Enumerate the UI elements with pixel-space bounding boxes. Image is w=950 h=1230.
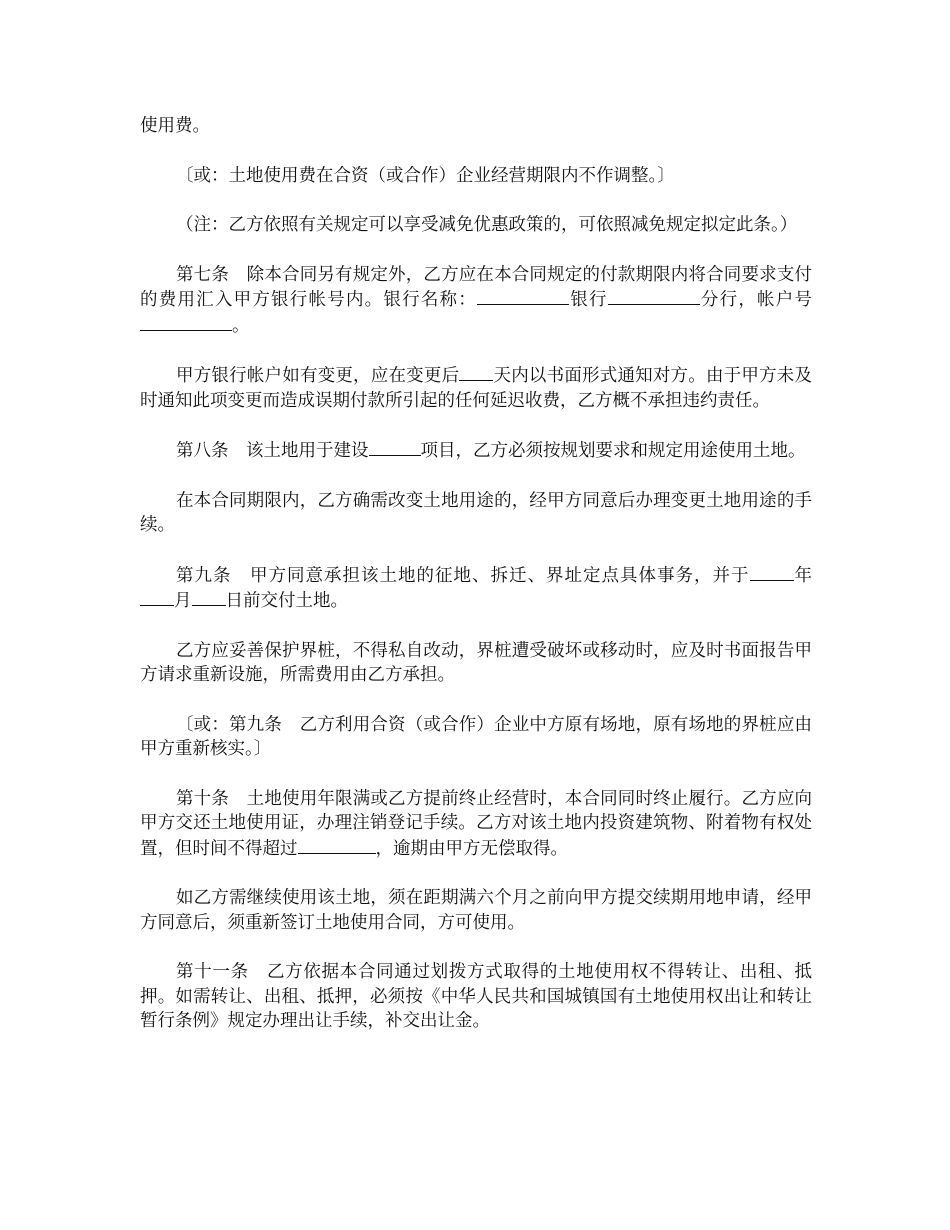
article-10-text-1: 第十条 土地使用年限满或乙方提前终止经营时，本合同同时终止履行。乙方应向甲方交还土地使用证，办理注销登记手续。乙方对该土地内投资建筑物、附着物有权处置，但时间不得超过: [140, 788, 812, 859]
article-10-text-2: ，逾期由甲方无偿取得。: [375, 838, 568, 859]
document-body: [140, 114, 812, 1059]
bank-name-blank: [477, 287, 569, 305]
article-8: [140, 438, 812, 464]
day-blank: [192, 588, 226, 606]
month-blank: [140, 588, 174, 606]
account-number-blank: [140, 313, 232, 331]
paragraph-boundary-markers: 乙方应妥善保护界桩，不得私自改动，界桩遭受破坏或移动时，应及时书面报告甲方请求重新设施，所需费用由乙方承担。: [140, 640, 812, 685]
paragraph-bank-change: [140, 363, 812, 413]
article-8-text-2: 项目，乙方必须按规划要求和规定用途使用土地。: [420, 441, 806, 461]
article-7-text-4: 。: [232, 315, 250, 336]
article-7-text-3: 分行，帐户号: [699, 290, 813, 310]
article-9-text-4: 日前交付土地。: [225, 591, 348, 611]
article-8-text-1: 第八条 该土地用于建设: [176, 441, 369, 461]
article-7-text-2: 银行: [569, 290, 608, 310]
article-11: 第十一条 乙方依据本合同通过划拨方式取得的土地使用权不得转让、出租、抵押。如需转让、出租、抵押，必须按《中华人民共和国城镇国有土地使用权出让和转让暂行条例》规定办理出让手续，补交出让金。: [140, 962, 812, 1031]
paragraph-fee-alternative: 〔或：土地使用费在合资（或合作）企业经营期限内不作调整。〕: [176, 165, 675, 186]
article-9-text-1: 第九条 甲方同意承担该土地的征地、拆迁、界址定点具体事务，并于: [176, 565, 750, 586]
paragraph-renewal: 如乙方需继续使用该土地，须在距期满六个月之前向甲方提交续期用地申请，经甲方同意后，须重新签订土地使用合同，方可使用。: [140, 888, 812, 933]
bank-change-text-1: 甲方银行帐户如有变更，应在变更后: [176, 366, 460, 386]
paragraph-land-use-change: 在本合同期限内，乙方确需改变土地用途的，经甲方同意后办理变更土地用途的手续。: [140, 490, 812, 535]
article-7: [140, 263, 812, 339]
article-7-text-1: 第七条 除本合同另有规定外，乙方应在本合同规定的付款期限内将合同要求支付的费用汇入甲方银行帐号内。银行名称：: [140, 264, 812, 310]
paragraph-note: （注：乙方依照有关规定可以享受减免优惠政策的，可依照减免规定拟定此条。）: [176, 215, 798, 235]
bank-change-text-2: 天内以书面形式通知对方。由于甲方未及时通知此项变更而造成误期付款所引起的任何延迟收费，乙方概不承担违约责任。: [140, 366, 813, 411]
project-blank: [369, 438, 421, 456]
paragraph-article-9-alternative: 〔或：第九条 乙方利用合资（或合作）企业中方原有场地，原有场地的界桩应由甲方重新核实。〕: [140, 714, 812, 759]
year-blank: [750, 563, 794, 581]
article-9: [140, 563, 812, 614]
time-limit-blank: [298, 836, 376, 854]
article-9-text-3: 月: [174, 591, 192, 611]
days-blank: [459, 363, 493, 381]
branch-name-blank: [608, 287, 700, 305]
article-10: [140, 787, 812, 862]
paragraph-fee-end: 使用费。: [140, 116, 210, 136]
article-9-text-2: 年: [793, 565, 812, 586]
